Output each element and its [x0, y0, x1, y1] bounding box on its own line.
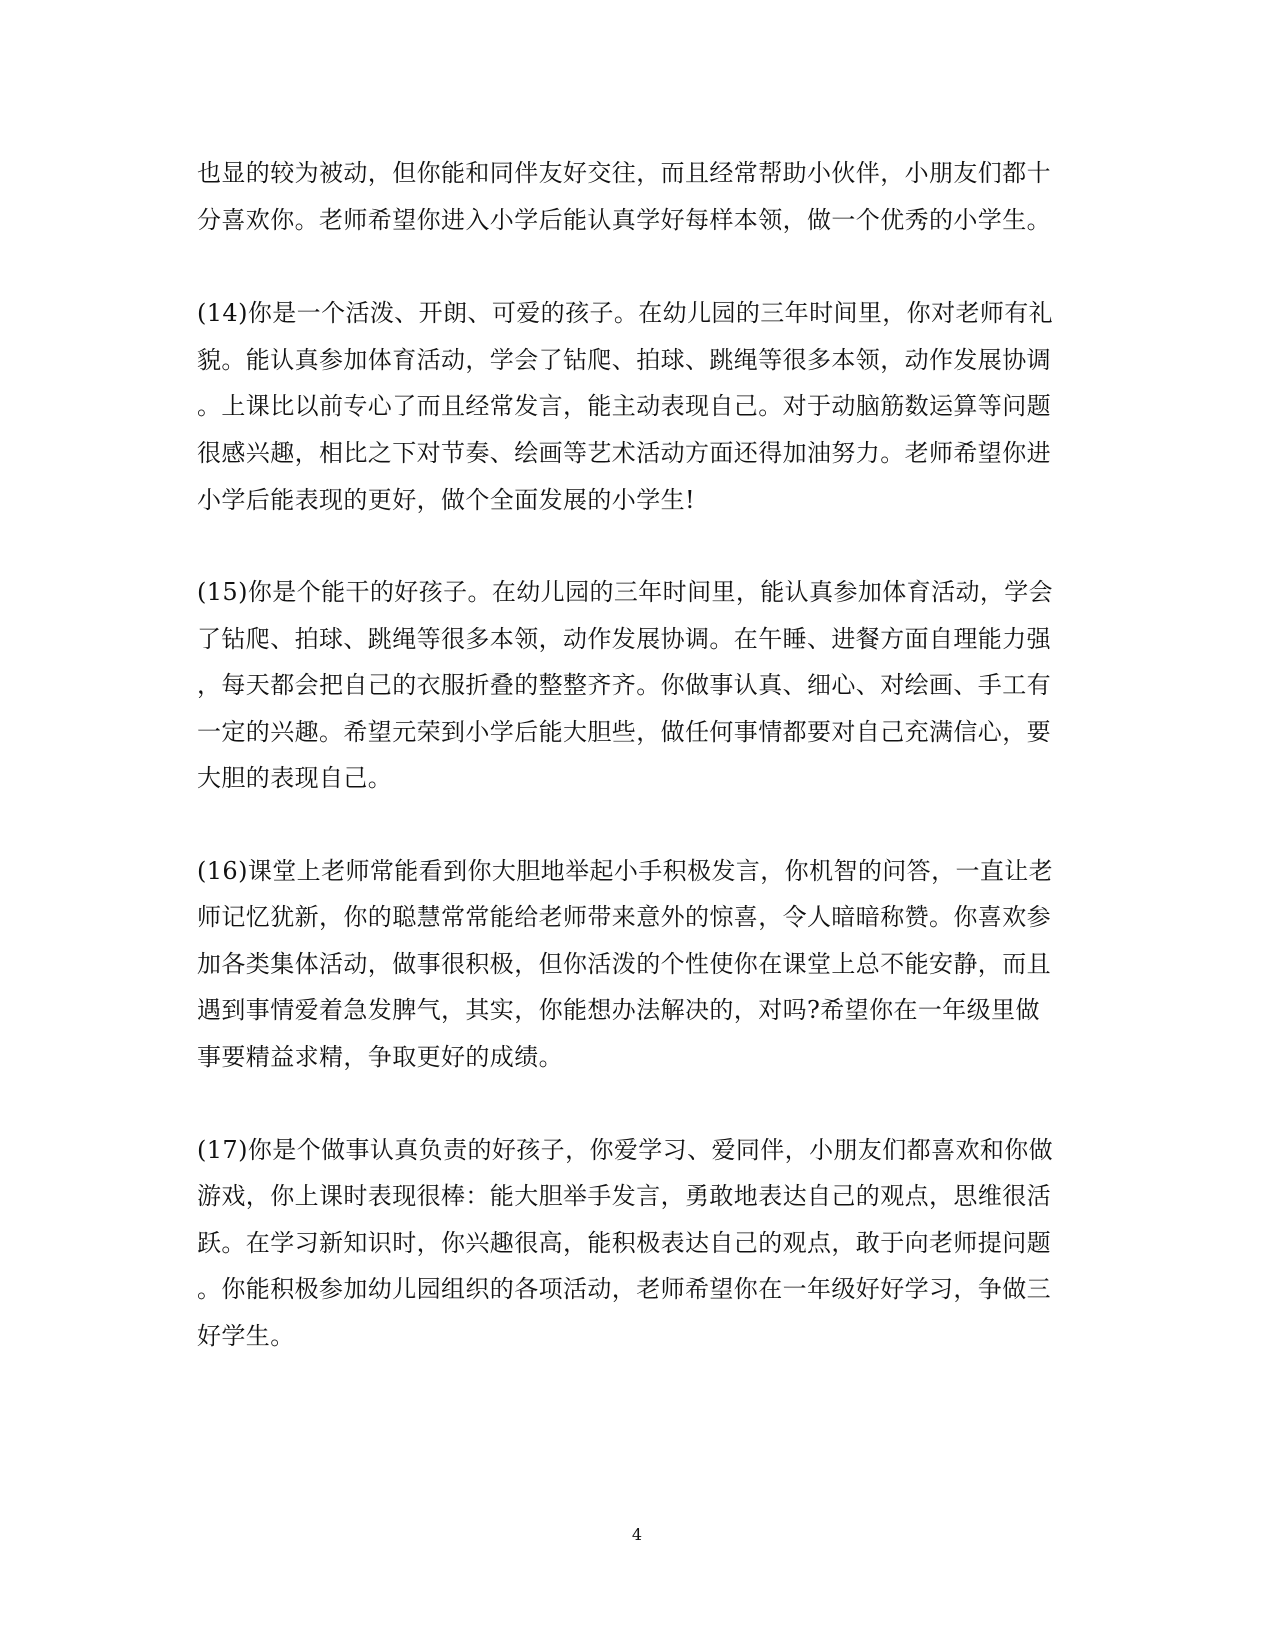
text-line: (14)你是一个活泼、开朗、可爱的孩子。在幼儿园的三年时间里，你对老师有礼 [197, 299, 1054, 327]
text-line: 小学后能表现的更好，做个全面发展的小学生! [197, 486, 696, 514]
text-line: 貌。能认真参加体育活动，学会了钻爬、拍球、跳绳等很多本领，动作发展协调 [197, 346, 1051, 374]
page-number: 4 [631, 1525, 643, 1544]
text-line: 事要精益求精，争取更好的成绩。 [197, 1043, 563, 1071]
text-line: 大胆的表现自己。 [197, 764, 393, 792]
text-line: 很感兴趣，相比之下对节奏、绘画等艺术活动方面还得加油努力。老师希望你进 [197, 439, 1051, 467]
text-line: (15)你是个能干的好孩子。在幼儿园的三年时间里，能认真参加体育活动，学会 [197, 578, 1054, 606]
text-line: ，每天都会把自己的衣服折叠的整整齐齐。你做事认真、细心、对绘画、手工有 [197, 671, 1051, 699]
text-line: 了钻爬、拍球、跳绳等很多本领，动作发展协调。在午睡、进餐方面自理能力强 [197, 625, 1051, 653]
text-line: 一定的兴趣。希望元荣到小学后能大胆些，做任何事情都要对自己充满信心，要 [197, 718, 1051, 746]
text-line: 跃。在学习新知识时，你兴趣很高，能积极表达自己的观点，敢于向老师提问题 [197, 1229, 1051, 1257]
text-line: 。你能积极参加幼儿园组织的各项活动，老师希望你在一年级好好学习，争做三 [197, 1275, 1051, 1303]
text-line: (16)课堂上老师常能看到你大胆地举起小手积极发言，你机智的问答，一直让老 [197, 857, 1054, 885]
text-line: 加各类集体活动，做事很积极，但你活泼的个性使你在课堂上总不能安静，而且 [197, 950, 1051, 978]
text-line: 游戏，你上课时表现很棒：能大胆举手发言，勇敢地表达自己的观点，思维很活 [197, 1182, 1051, 1210]
text-line: 分喜欢你。老师希望你进入小学后能认真学好每样本领，做一个优秀的小学生。 [197, 206, 1051, 234]
text-line: 。上课比以前专心了而且经常发言，能主动表现自己。对于动脑筋数运算等问题 [197, 392, 1051, 420]
text-line: 也显的较为被动，但你能和同伴友好交往，而且经常帮助小伙伴，小朋友们都十 [197, 159, 1051, 187]
text-line: 遇到事情爱着急发脾气，其实，你能想办法解决的，对吗?希望你在一年级里做 [197, 996, 1040, 1024]
text-line: 好学生。 [197, 1322, 295, 1350]
text-line: (17)你是个做事认真负责的好孩子，你爱学习、爱同伴，小朋友们都喜欢和你做 [197, 1136, 1054, 1164]
text-line: 师记忆犹新，你的聪慧常常能给老师带来意外的惊喜，令人暗暗称赞。你喜欢参 [197, 903, 1051, 931]
